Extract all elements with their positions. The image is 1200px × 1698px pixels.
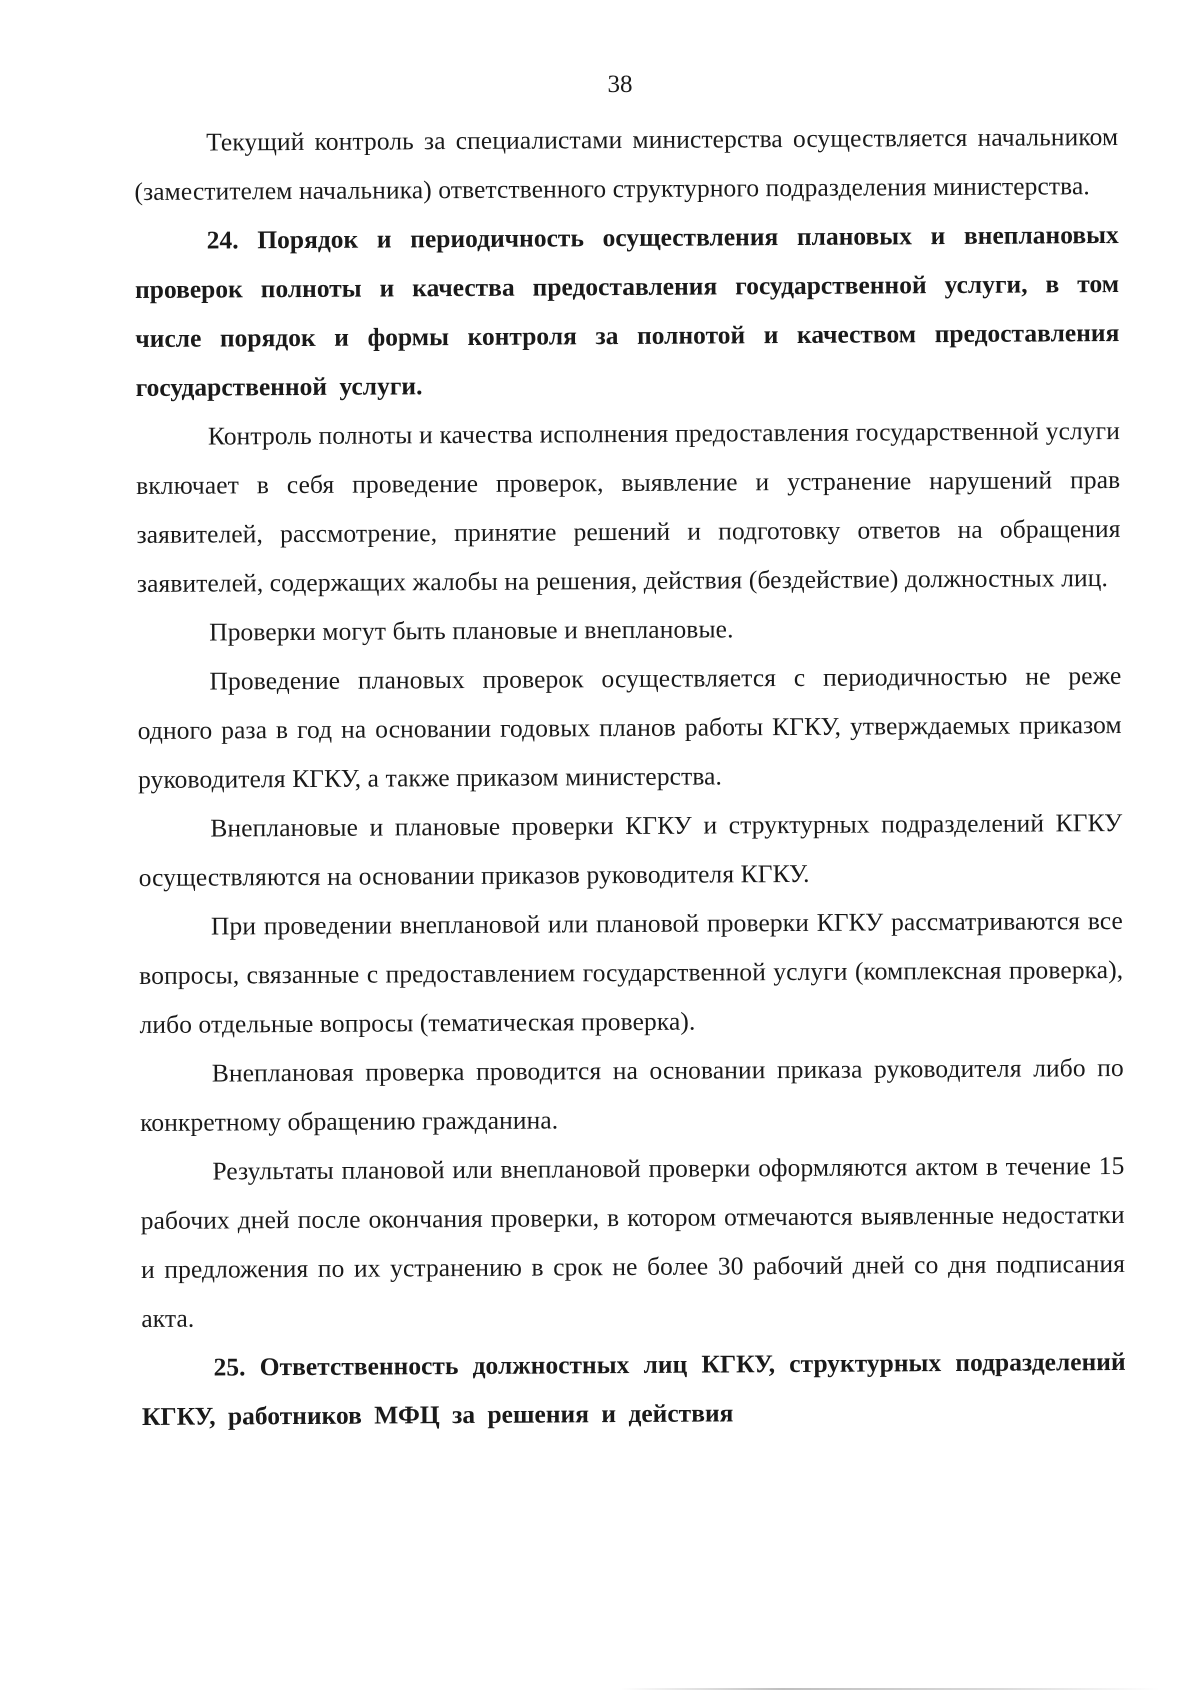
paragraph-unplanned-check: Внеплановая проверка проводится на основании приказа руководителя либо по конкретному обращению гражданина.: [140, 1052, 1124, 1137]
page-number: 38: [607, 71, 633, 98]
paragraph-current-control: Текущий контроль за специалистами министерства осуществляется начальником (заместителем начальника) ответственного структурного подразделения министерства.: [134, 121, 1119, 206]
paragraph-planned-checks: Проведение плановых проверок осуществляется с периодичностью не реже одного раза в год на основании годовых планов работы КГКУ, утверждаемых приказом руководителя КГКУ, а также приказом министерства.: [137, 660, 1122, 794]
paragraph-check-results: Результаты плановой или внеплановой проверки оформляются актом в течение 15 рабочих дней после окончания проверки, в котором отмечаются выявленные недостатки и предложения по их устранению в срок не более 30 рабочий дней со дня подписания акта.: [140, 1150, 1126, 1333]
paragraph-control-scope: Контроль полноты и качества исполнения предоставления государственной услуги включает в себя проведение проверок, выявление и устранение нарушений прав заявителей, рассмотрение, принятие решений и подготовку ответов на обращения заявителей, содержащих жалобы на решения, действия (бездействие) должностных лиц.: [136, 415, 1121, 598]
scan-edge-mark: [620, 1688, 1160, 1690]
document-body: [134, 112, 1126, 1441]
paragraph-check-types: Проверки могут быть плановые и внеплановые.: [209, 614, 734, 647]
section-heading-24: 24. Порядок и периодичность осуществления плановых и внеплановых проверок полноты и качества предоставления государственной услуги, в том числе порядок и формы контроля за полнотой и качеством предоставления государственной услуги.: [134, 219, 1120, 402]
section-heading-25: 25. Ответственность должностных лиц КГКУ, структурных подразделений КГКУ, работников МФЦ за решения и действия: [141, 1346, 1126, 1431]
paragraph-checks-basis: Внеплановые и плановые проверки КГКУ и структурных подразделений КГКУ осуществляются на основании приказов руководителя КГКУ.: [138, 807, 1123, 892]
paragraph-check-scope: При проведении внеплановой или плановой проверки КГКУ рассматриваются все вопросы, связанные с предоставлением государственной услуги (комплексная проверка), либо отдельные вопросы (тематическая проверка).: [139, 905, 1124, 1039]
